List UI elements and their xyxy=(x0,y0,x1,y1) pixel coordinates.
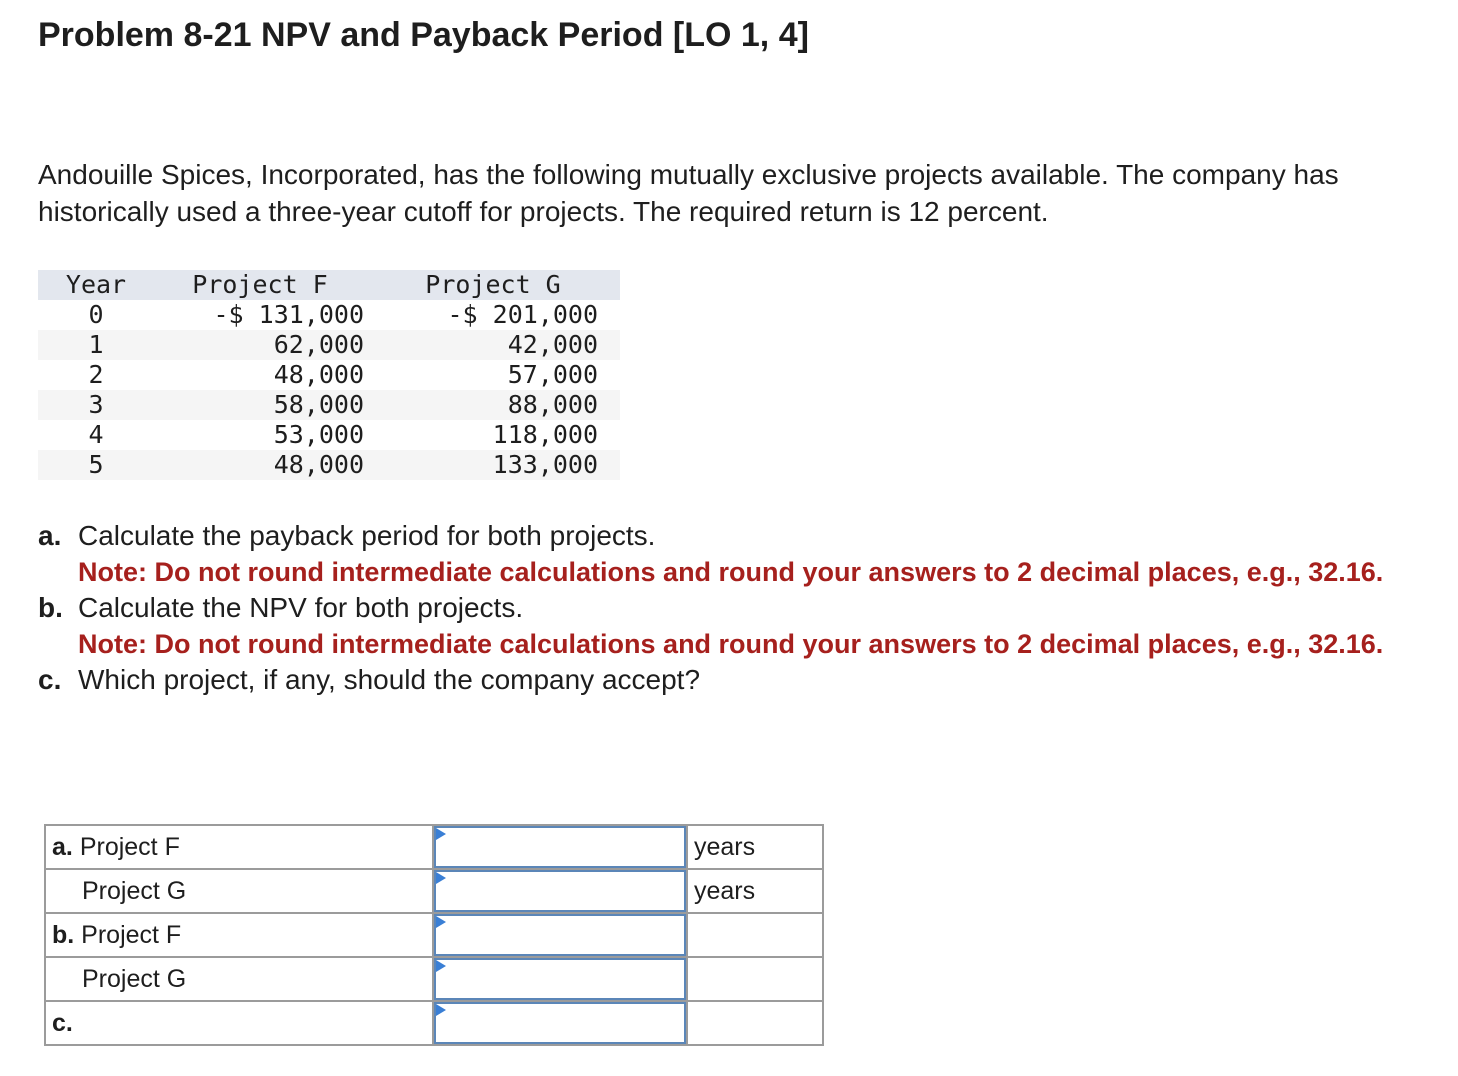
payback-g-input[interactable] xyxy=(433,869,687,913)
project-f-cell: 48,000 xyxy=(273,360,364,389)
project-g-cell: 57,000 xyxy=(507,360,598,389)
cash-flow-table xyxy=(38,270,620,480)
input-box[interactable] xyxy=(434,826,686,868)
answer-label: Project F xyxy=(79,832,180,861)
question-b xyxy=(38,590,1418,662)
project-g-cell: 133,000 xyxy=(366,450,620,480)
project-f-cell: 58,000 xyxy=(154,390,366,420)
year-cell: 4 xyxy=(88,420,104,449)
table-row xyxy=(38,330,620,360)
input-marker-icon xyxy=(436,1004,446,1016)
project-f-cell: 62,000 xyxy=(154,330,366,360)
year-cell: 2 xyxy=(88,360,104,389)
question-a xyxy=(38,518,1418,590)
project-f-cell: -$ 131,000 xyxy=(213,300,364,329)
table-row xyxy=(38,390,620,420)
answer-table xyxy=(44,824,824,1046)
accept-project-dropdown[interactable] xyxy=(433,1001,687,1045)
header-year: Year xyxy=(38,270,154,300)
year-cell: 0 xyxy=(88,300,104,329)
header-project-f: Project F xyxy=(154,270,366,300)
table-row xyxy=(38,300,620,330)
question-letter: a. xyxy=(38,520,62,551)
npv-g-input[interactable] xyxy=(433,957,687,1001)
table-row xyxy=(38,360,620,390)
project-g-cell: 42,000 xyxy=(366,330,620,360)
answer-label: Project G xyxy=(82,876,187,905)
input-box[interactable] xyxy=(434,914,686,956)
project-f-cell: 48,000 xyxy=(154,450,366,480)
project-f-cell: 53,000 xyxy=(273,420,364,449)
table-row xyxy=(38,450,620,480)
question-text: Calculate the payback period for both projects. xyxy=(78,520,656,551)
answer-letter: b. xyxy=(52,920,75,949)
answer-row-c xyxy=(45,1001,823,1045)
project-g-cell: -$ 201,000 xyxy=(447,300,598,329)
input-marker-icon xyxy=(436,828,446,840)
answer-letter: a. xyxy=(52,832,73,861)
question-c xyxy=(38,662,1418,698)
answer-unit: years xyxy=(687,869,823,913)
question-text: Calculate the NPV for both projects. xyxy=(78,592,524,623)
input-marker-icon xyxy=(436,916,446,928)
problem-intro: Andouille Spices, Incorporated, has the following mutually exclusive projects available. The company has historically used a three-year cutoff for projects. The required return is 12 percent. xyxy=(38,159,1339,227)
answer-unit: years xyxy=(687,825,823,869)
input-box[interactable] xyxy=(434,870,686,912)
table-header-row xyxy=(38,270,620,300)
answer-label: Project F xyxy=(81,920,182,949)
question-letter: b. xyxy=(38,592,63,623)
question-list xyxy=(38,518,1418,698)
answer-unit xyxy=(687,957,823,1001)
input-box[interactable] xyxy=(434,1002,686,1044)
input-marker-icon xyxy=(436,960,446,972)
npv-f-input[interactable] xyxy=(433,913,687,957)
question-note: Note: Do not round intermediate calculations and round your answers to 2 decimal places, e.g., 32.16. xyxy=(78,557,1384,587)
input-box[interactable] xyxy=(434,958,686,1000)
answer-unit xyxy=(687,1001,823,1045)
project-g-cell: 118,000 xyxy=(492,420,598,449)
year-cell: 5 xyxy=(38,450,154,480)
input-marker-icon xyxy=(436,872,446,884)
answer-letter: c. xyxy=(52,1008,73,1037)
answer-row-a-project-f xyxy=(45,825,823,869)
answer-row-a-project-g xyxy=(45,869,823,913)
year-cell: 1 xyxy=(38,330,154,360)
answer-row-b-project-g xyxy=(45,957,823,1001)
answer-label: Project G xyxy=(82,964,187,993)
payback-f-input[interactable] xyxy=(433,825,687,869)
answer-unit xyxy=(687,913,823,957)
header-project-g: Project G xyxy=(366,270,620,300)
year-cell: 3 xyxy=(38,390,154,420)
project-g-cell: 88,000 xyxy=(366,390,620,420)
question-letter: c. xyxy=(38,664,62,695)
question-note: Note: Do not round intermediate calculations and round your answers to 2 decimal places, e.g., 32.16. xyxy=(78,629,1384,659)
answer-row-b-project-f xyxy=(45,913,823,957)
table-row xyxy=(38,420,620,450)
page-title: Problem 8-21 NPV and Payback Period [LO 1, 4] xyxy=(38,16,809,54)
question-text: Which project, if any, should the company accept? xyxy=(78,664,701,695)
